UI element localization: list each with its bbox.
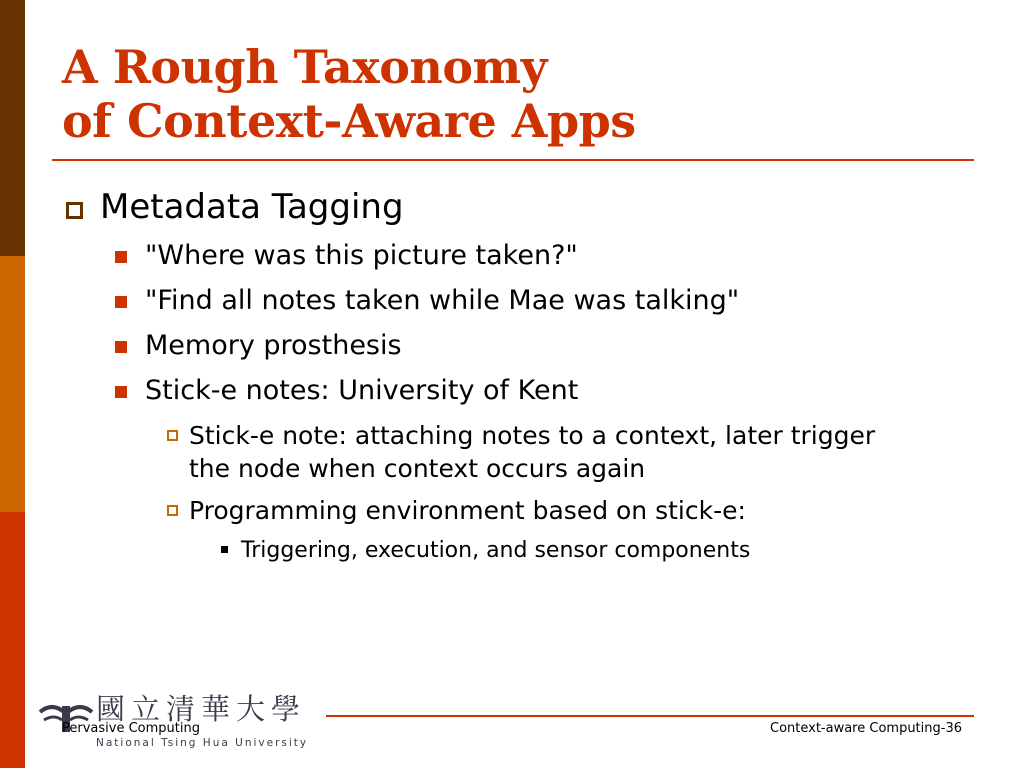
bullet-text: Memory prosthesis: [145, 330, 402, 361]
hollow-square-bullet-icon: [66, 202, 83, 219]
logo-chinese-name: 國立清華大學: [96, 692, 307, 726]
title-divider: [52, 159, 974, 161]
slide-title: [62, 40, 982, 148]
bullet-text: Stick-e notes: University of Kent: [145, 375, 579, 406]
slide-title-line-2: of Context-Aware Apps: [62, 94, 636, 148]
square-bullet-icon: [115, 341, 127, 353]
small-square-bullet-icon: [221, 546, 228, 553]
bullet-stick-e-note-definition: [189, 419, 875, 485]
slide-title-line-1: A Rough Taxonomy: [62, 40, 547, 94]
bullet-where-picture: [145, 239, 578, 273]
hollow-square-bullet-icon: [167, 430, 178, 441]
bullet-text: "Where was this picture taken?": [145, 240, 578, 271]
bullet-programming-environment: [189, 494, 746, 527]
side-stripe-middle: [0, 256, 25, 512]
bullet-find-notes: [145, 284, 739, 318]
bullet-metadata-tagging: [100, 186, 404, 228]
side-stripe-bottom: [0, 512, 25, 768]
bullet-text: Programming environment based on stick-e:: [189, 496, 746, 525]
bullet-triggering-components: [241, 537, 750, 565]
square-bullet-icon: [115, 296, 127, 308]
bullet-stick-e-notes: [145, 374, 578, 408]
bullet-text: Triggering, execution, and sensor components: [241, 538, 751, 563]
bullet-text: Metadata Tagging: [100, 187, 404, 227]
square-bullet-icon: [115, 386, 127, 398]
footer-course-name: Pervasive Computing: [62, 721, 200, 736]
bullet-text-line-1: Stick-e note: attaching notes to a context, later trigger: [189, 421, 876, 450]
logo-english-name: National Tsing Hua University: [96, 737, 309, 749]
bullet-text-line-2: the node when context occurs again: [189, 454, 646, 483]
square-bullet-icon: [115, 251, 127, 263]
footer-slide-number: Context-aware Computing-36: [770, 721, 962, 736]
bullet-memory-prosthesis: [145, 329, 402, 363]
hollow-square-bullet-icon: [167, 505, 178, 516]
footer-divider: [326, 715, 974, 717]
side-stripe-top: [0, 0, 25, 256]
bullet-text: "Find all notes taken while Mae was talking": [145, 285, 740, 316]
